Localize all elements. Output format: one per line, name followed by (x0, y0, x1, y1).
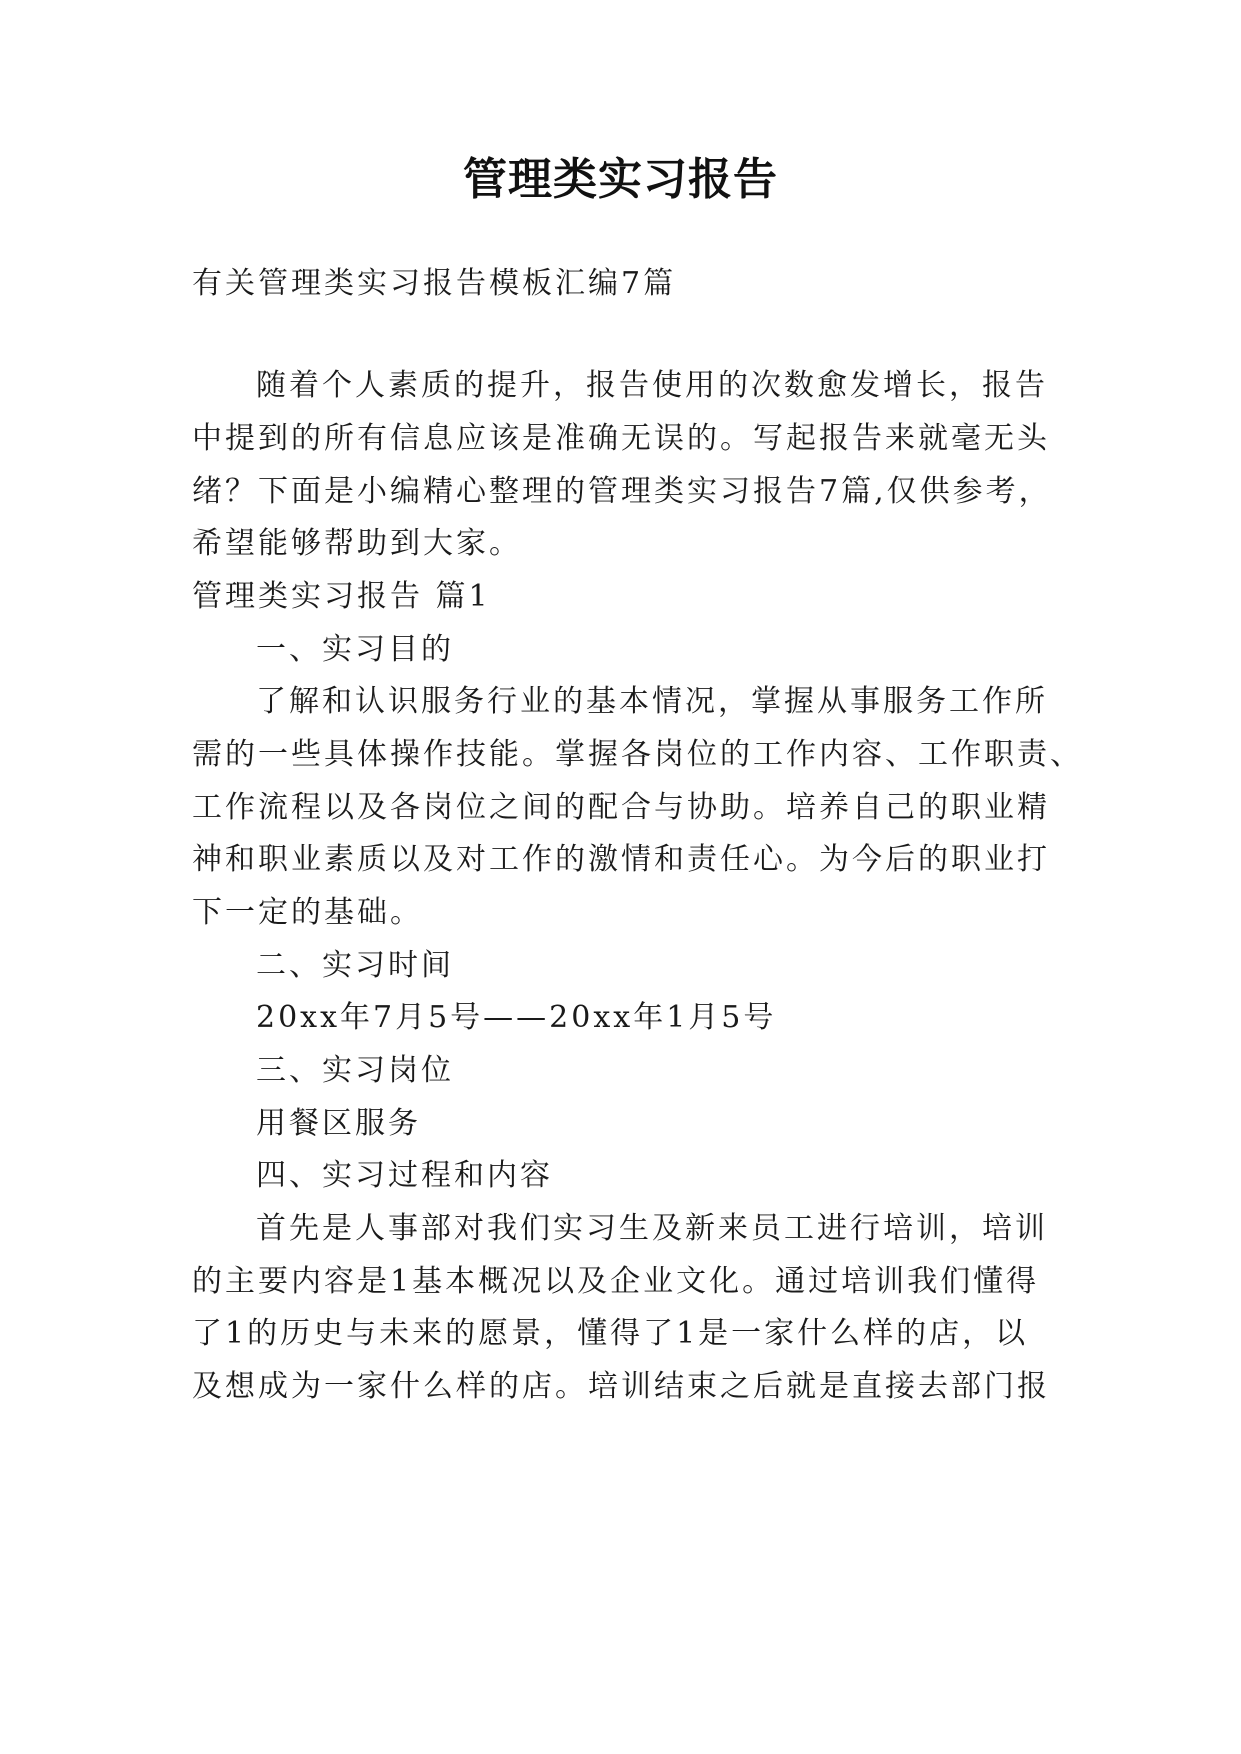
paragraph-line: 希望能够帮助到大家。 (192, 526, 522, 561)
paragraph-line: 了解和认识服务行业的基本情况，掌握从事服务工作所 (256, 684, 1048, 719)
subsection-heading: 三、实习岗位 (256, 1053, 454, 1088)
paragraph-line: 绪？下面是小编精心整理的管理类实习报告7篇,仅供参考， (192, 474, 1052, 509)
paragraph-line: 及想成为一家什么样的店。培训结束之后就是直接去部门报 (192, 1369, 1050, 1404)
paragraph-line: 工作流程以及各岗位之间的配合与协助。培养自己的职业精 (192, 790, 1050, 825)
subsection-heading: 一、实习目的 (256, 632, 454, 667)
paragraph-line: 随着个人素质的提升，报告使用的次数愈发增长，报告 (256, 368, 1048, 403)
paragraph-line: 20xx年7月5号——20xx年1月5号 (256, 1000, 777, 1035)
paragraph-line: 中提到的所有信息应该是准确无误的。写起报告来就毫无头 (192, 421, 1050, 456)
subsection-heading: 二、实习时间 (256, 948, 454, 983)
paragraph-line: 神和职业素质以及对工作的激情和责任心。为今后的职业打 (192, 842, 1050, 877)
paragraph-line: 首先是人事部对我们实习生及新来员工进行培训，培训 (256, 1211, 1048, 1246)
document-title: 管理类实习报告 (463, 154, 778, 205)
paragraph-line: 用餐区服务 (256, 1106, 421, 1141)
paragraph-line: 下一定的基础。 (192, 895, 423, 930)
paragraph-line: 的主要内容是1基本概况以及企业文化。通过培训我们懂得 (192, 1264, 1040, 1299)
document-subtitle: 有关管理类实习报告模板汇编7篇 (192, 266, 677, 301)
subsection-heading: 四、实习过程和内容 (256, 1158, 553, 1193)
section-heading: 管理类实习报告 篇1 (192, 579, 491, 614)
paragraph-line: 了1的历史与未来的愿景，懂得了1是一家什么样的店，以 (192, 1316, 1029, 1351)
paragraph-line: 需的一些具体操作技能。掌握各岗位的工作内容、工作职责、 (192, 737, 1083, 772)
